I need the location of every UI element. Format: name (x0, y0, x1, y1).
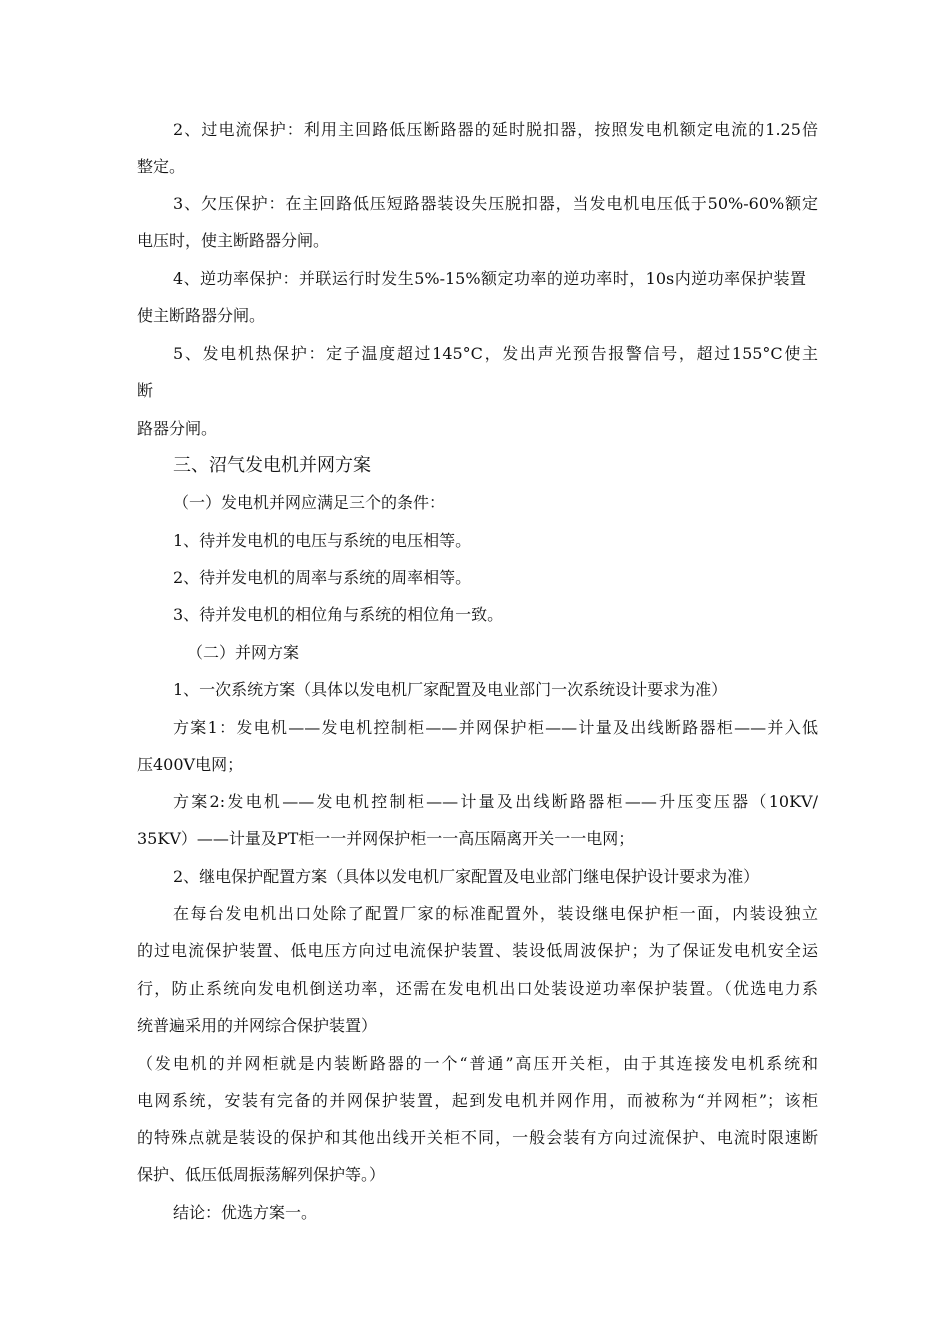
conclusion-line: 结论：优选方案一。 (173, 1203, 318, 1222)
subsection-heading: （二）并网方案 (187, 643, 300, 662)
paragraph-line: 4、逆功率保护：并联运行时发生5%-15%额定功率的逆功率时，10s内逆功率保护装置 (173, 269, 806, 288)
paragraph-line: 在每台发电机出口处除了配置厂家的标准配置外，装设继电保护柜一面，内装设独立 (173, 904, 818, 923)
paragraph-line: 的特殊点就是装设的保护和其他出线开关柜不同，一般会装有方向过流保护、电流时限速断 (137, 1128, 818, 1147)
paragraph-line: 使主断路器分闸。 (137, 306, 266, 325)
list-item: 2、待并发电机的周率与系统的周率相等。 (173, 568, 472, 587)
paragraph-line: 统普遍采用的并网综合保护装置） (137, 1016, 378, 1035)
paragraph-line: 保护、低压低周振荡解列保护等。） (137, 1165, 386, 1184)
paragraph-line: 的过电流保护装置、低电压方向过电流保护装置、装设低周波保护；为了保证发电机安全运 (137, 941, 818, 960)
paragraph-line: 电压时，使主断路器分闸。 (137, 231, 330, 250)
paragraph-line: 3、欠压保护：在主回路低压短路器装设失压脱扣器，当发电机电压低于50%-60%额定 (173, 194, 818, 213)
list-item: 1、待并发电机的电压与系统的电压相等。 (173, 531, 472, 550)
paragraph-line: 2、继电保护配置方案（具体以发电机厂家配置及电业部门继电保护设计要求为准） (173, 867, 760, 886)
paragraph-line: 35KV）——计量及PT柜一一并网保护柜一一高压隔离开关一一电网； (137, 829, 635, 848)
paragraph-line: 路器分闸。 (137, 419, 218, 438)
paragraph-line: 电网系统，安装有完备的并网保护装置，起到发电机并网作用，而被称为“并网柜”；该柜 (137, 1091, 818, 1110)
paragraph-line: 方案2:发电机——发电机控制柜——计量及出线断路器柜——升压变压器（10KV/ (173, 792, 818, 811)
list-item: 3、待并发电机的相位角与系统的相位角一致。 (173, 605, 504, 624)
paragraph-line: 整定。 (137, 157, 186, 176)
paragraph-line: （发电机的并网柜就是内装断路器的一个“普通”高压开关柜，由于其连接发电机系统和 (137, 1054, 818, 1073)
paragraph-line: 方案1：发电机——发电机控制柜——并网保护柜——计量及出线断路器柜——并入低 (173, 718, 818, 737)
section-heading: 三、沼气发电机并网方案 (173, 455, 371, 476)
paragraph-line: 断 (137, 381, 154, 400)
paragraph-line: 行，防止系统向发电机倒送功率，还需在发电机出口处装设逆功率保护装置。（优选电力系 (137, 979, 818, 998)
subsection-heading: （一）发电机并网应满足三个的条件： (173, 493, 446, 512)
paragraph-line: 5、发电机热保护：定子温度超过145°C，发出声光预告报警信号，超过155°C使主 (173, 344, 818, 363)
paragraph-line: 2、过电流保护：利用主回路低压断路器的延时脱扣器，按照发电机额定电流的1.25倍 (173, 120, 818, 139)
paragraph-line: 1、一次系统方案（具体以发电机厂家配置及电业部门一次系统设计要求为准） (173, 680, 728, 699)
paragraph-line: 压400V电网； (137, 755, 244, 774)
